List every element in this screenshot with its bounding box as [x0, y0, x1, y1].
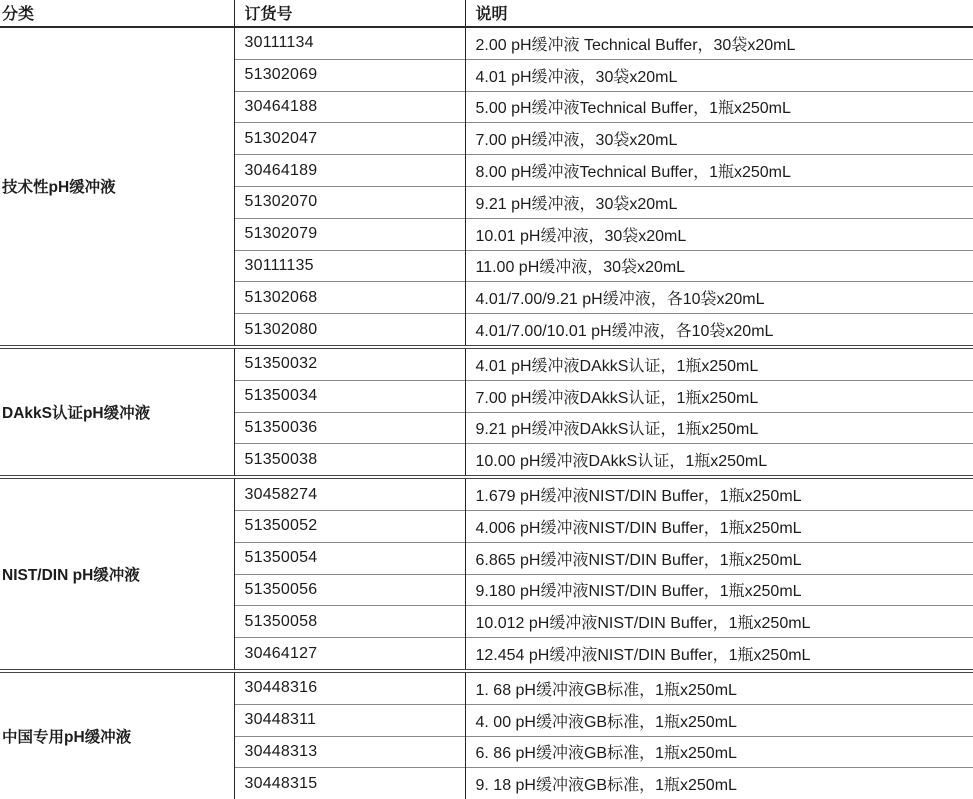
- order-number-cell: 30464189: [234, 155, 465, 187]
- order-number-cell: 51302080: [234, 314, 465, 347]
- category-cell: DAkkS认证pH缓冲液: [0, 347, 234, 477]
- description-cell: 4. 00 pH缓冲液GB标准，1瓶x250mL: [465, 704, 973, 736]
- description-cell: 11.00 pH缓冲液，30袋x20mL: [465, 250, 973, 282]
- order-number-cell: 51350058: [234, 606, 465, 638]
- description-cell: 7.00 pH缓冲液，30袋x20mL: [465, 123, 973, 155]
- description-cell: 4.01 pH缓冲液，30袋x20mL: [465, 59, 973, 91]
- description-cell: 10.01 pH缓冲液，30袋x20mL: [465, 218, 973, 250]
- description-cell: 4.01/7.00/9.21 pH缓冲液，各10袋x20mL: [465, 282, 973, 314]
- description-cell: 1.679 pH缓冲液NIST/DIN Buffer，1瓶x250mL: [465, 477, 973, 510]
- order-number-cell: 51350036: [234, 412, 465, 444]
- description-cell: 10.012 pH缓冲液NIST/DIN Buffer，1瓶x250mL: [465, 606, 973, 638]
- table-body: [0, 27, 973, 799]
- order-number-cell: 30111134: [234, 27, 465, 59]
- category-cell: 技术性pH缓冲液: [2, 179, 116, 197]
- description-cell: 9.21 pH缓冲液，30袋x20mL: [465, 186, 973, 218]
- order-number-cell: 30464127: [234, 638, 465, 671]
- description-cell: 9.21 pH缓冲液DAkkS认证，1瓶x250mL: [465, 412, 973, 444]
- description-cell: 4.01 pH缓冲液DAkkS认证，1瓶x250mL: [465, 347, 973, 380]
- description-cell: 5.00 pH缓冲液Technical Buffer，1瓶x250mL: [465, 91, 973, 123]
- description-cell: 4.01/7.00/10.01 pH缓冲液，各10袋x20mL: [465, 314, 973, 347]
- column-header-order-no: 订货号: [234, 0, 465, 27]
- description-cell: 7.00 pH缓冲液DAkkS认证，1瓶x250mL: [465, 380, 973, 412]
- order-number-cell: 51350052: [234, 510, 465, 542]
- table-row: [0, 27, 973, 59]
- column-header-category: 分类: [0, 0, 234, 27]
- description-cell: 6.865 pH缓冲液NIST/DIN Buffer，1瓶x250mL: [465, 542, 973, 574]
- order-number-cell: 30111135: [234, 250, 465, 282]
- order-number-cell: 51302069: [234, 59, 465, 91]
- table-row: [0, 671, 973, 704]
- order-number-cell: 51302068: [234, 282, 465, 314]
- column-header-description: 说明: [465, 0, 973, 27]
- category-cell: 中国专用pH缓冲液: [0, 671, 234, 799]
- order-number-cell: 51350032: [234, 347, 465, 380]
- description-cell: 10.00 pH缓冲液DAkkS认证，1瓶x250mL: [465, 444, 973, 477]
- description-cell: 12.454 pH缓冲液NIST/DIN Buffer，1瓶x250mL: [465, 638, 973, 671]
- category-cell: NIST/DIN pH缓冲液: [0, 477, 234, 671]
- order-number-cell: 30448316: [234, 671, 465, 704]
- order-number-cell: 30458274: [234, 477, 465, 510]
- order-number-cell: 51350054: [234, 542, 465, 574]
- description-cell: 9. 18 pH缓冲液GB标准，1瓶x250mL: [465, 768, 973, 799]
- order-number-cell: 30448311: [234, 704, 465, 736]
- table-row: [0, 477, 973, 510]
- order-number-cell: 51302047: [234, 123, 465, 155]
- description-cell: 1. 68 pH缓冲液GB标准，1瓶x250mL: [465, 671, 973, 704]
- order-number-cell: 30448313: [234, 736, 465, 768]
- description-cell: 2.00 pH缓冲液 Technical Buffer，30袋x20mL: [465, 27, 973, 59]
- order-number-cell: 51350056: [234, 574, 465, 606]
- order-number-cell: 30448315: [234, 768, 465, 799]
- description-cell: 9.180 pH缓冲液NIST/DIN Buffer，1瓶x250mL: [465, 574, 973, 606]
- order-number-cell: 30464188: [234, 91, 465, 123]
- header-row: [0, 0, 973, 27]
- description-cell: 4.006 pH缓冲液NIST/DIN Buffer，1瓶x250mL: [465, 510, 973, 542]
- order-number-cell: 51350038: [234, 444, 465, 477]
- order-number-cell: 51350034: [234, 380, 465, 412]
- order-number-cell: 51302070: [234, 186, 465, 218]
- order-number-cell: 51302079: [234, 218, 465, 250]
- description-cell: 6. 86 pH缓冲液GB标准，1瓶x250mL: [465, 736, 973, 768]
- table-header: [0, 0, 973, 27]
- description-cell: 8.00 pH缓冲液Technical Buffer，1瓶x250mL: [465, 155, 973, 187]
- table-row: [0, 347, 973, 380]
